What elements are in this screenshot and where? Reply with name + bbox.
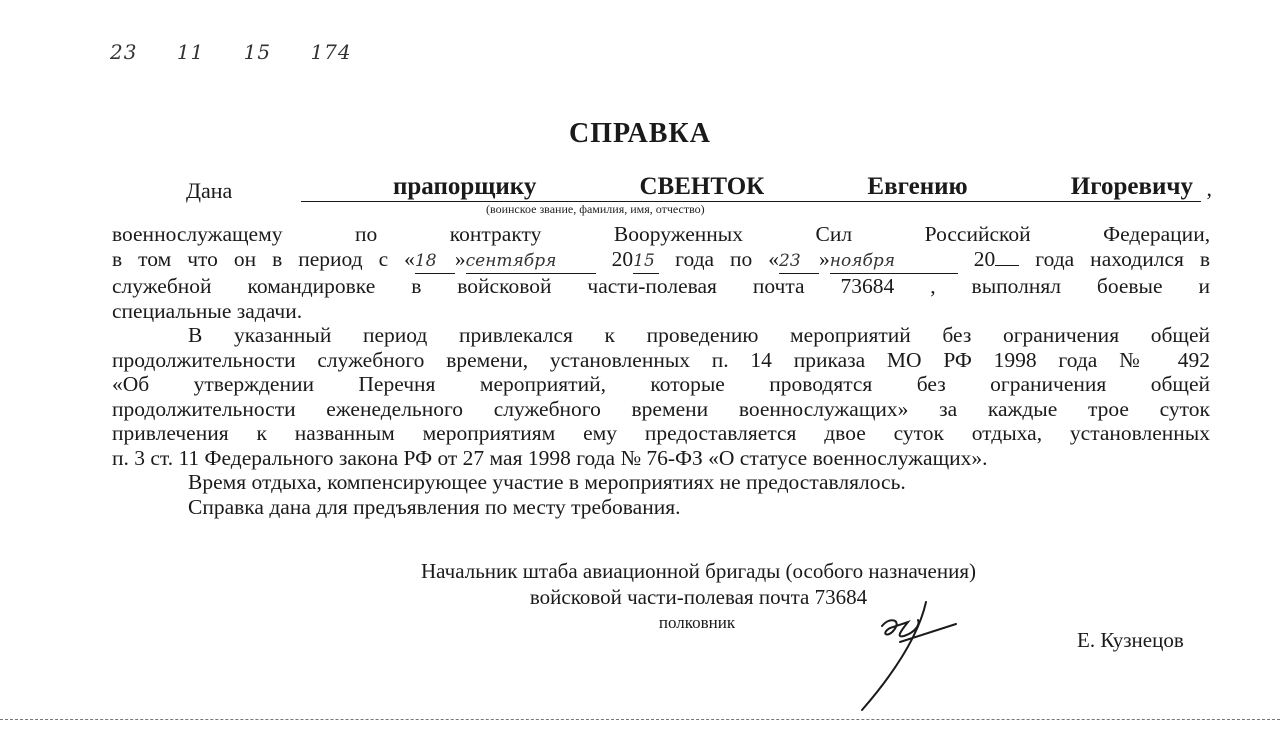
handwritten-number: 174 — [310, 40, 352, 64]
end-day-field: 23 — [779, 249, 819, 275]
page-edge-line — [0, 719, 1280, 720]
para2-line-6: п. 3 ст. 11 Федерального закона РФ от 27 мая 1998 года № 76-ФЗ «О статусе военнослужащих». — [112, 445, 988, 470]
recipient-hint: (воинское звание, фамилия, имя, отчество) — [486, 202, 705, 216]
signature-block — [0, 558, 1280, 636]
given-label: Дана — [186, 178, 233, 203]
recipient-patronymic: Игоревичу — [1070, 173, 1193, 200]
signer-position: Начальник штаба авиационной бригады (особого назначения) — [421, 559, 976, 583]
para2-line-3: «Об утверждении Перечня мероприятий, которые проводятся без ограничения общей — [112, 372, 1210, 396]
paragraph-1 — [112, 222, 1210, 323]
para3-line: Время отдыха, компенсирующее участие в мероприятиях не предоставлялось. — [188, 470, 906, 494]
paragraph-3 — [112, 470, 1210, 495]
para2-line-2: продолжительности служебного времени, установленных п. 14 приказа МО РФ 1998 года № 492 — [112, 347, 1210, 372]
end-year-field — [995, 265, 1019, 266]
handwritten-date — [110, 40, 384, 64]
document-title: СПРАВКА — [569, 118, 711, 149]
recipient-line — [301, 172, 1201, 202]
body-line-4: специальные задачи. — [112, 298, 303, 323]
start-day-field: 18 — [415, 249, 455, 275]
given-to-row — [186, 172, 1212, 206]
recipient-surname: СВЕНТОК — [639, 173, 765, 200]
paragraph-2 — [112, 323, 1210, 470]
body-line-2: в том что он в период с «18 »сентября 2015 года по «23 »ноября 20 года находился в — [112, 247, 1210, 275]
document-body — [112, 222, 1210, 519]
recipient-rank: прапорщику — [393, 173, 537, 200]
para4-line: Справка дана для предъявления по месту требования. — [188, 494, 681, 519]
signer-unit: войсковой части-полевая почта 73684 — [529, 585, 868, 609]
start-year-field: 15 — [633, 249, 659, 275]
handwritten-month: 11 — [176, 40, 205, 64]
signer-name: Е. Кузнецов — [1077, 628, 1184, 652]
para2-line-5: привлечения к названным мероприятиям ему предоставляется двое суток отдыха, установленных — [112, 421, 1210, 445]
end-month-field: ноября — [830, 249, 958, 275]
recipient-comma: , — [1206, 176, 1212, 201]
body-line-3: служебной командировке в войсковой части-полевая почта 73684 , выполнял боевые и — [112, 274, 1210, 298]
para2-line-1: В указанный период привлекался к проведению мероприятий без ограничения общей — [188, 323, 1210, 347]
signer-rank: полковник — [658, 613, 736, 632]
handwritten-year: 15 — [243, 40, 272, 64]
recipient-name: Евгению — [867, 173, 968, 200]
handwritten-day: 23 — [110, 40, 138, 64]
start-month-field: сентября — [466, 249, 596, 275]
body-line-1: военнослужащему по контракту Вооруженных Сил Российской Федерации, — [112, 222, 1211, 246]
paragraph-4 — [112, 495, 1210, 520]
para2-line-4: продолжительности еженедельного служебного времени военнослужащих» за каждые трое суток — [112, 396, 1210, 421]
handwritten-signature — [860, 598, 970, 713]
